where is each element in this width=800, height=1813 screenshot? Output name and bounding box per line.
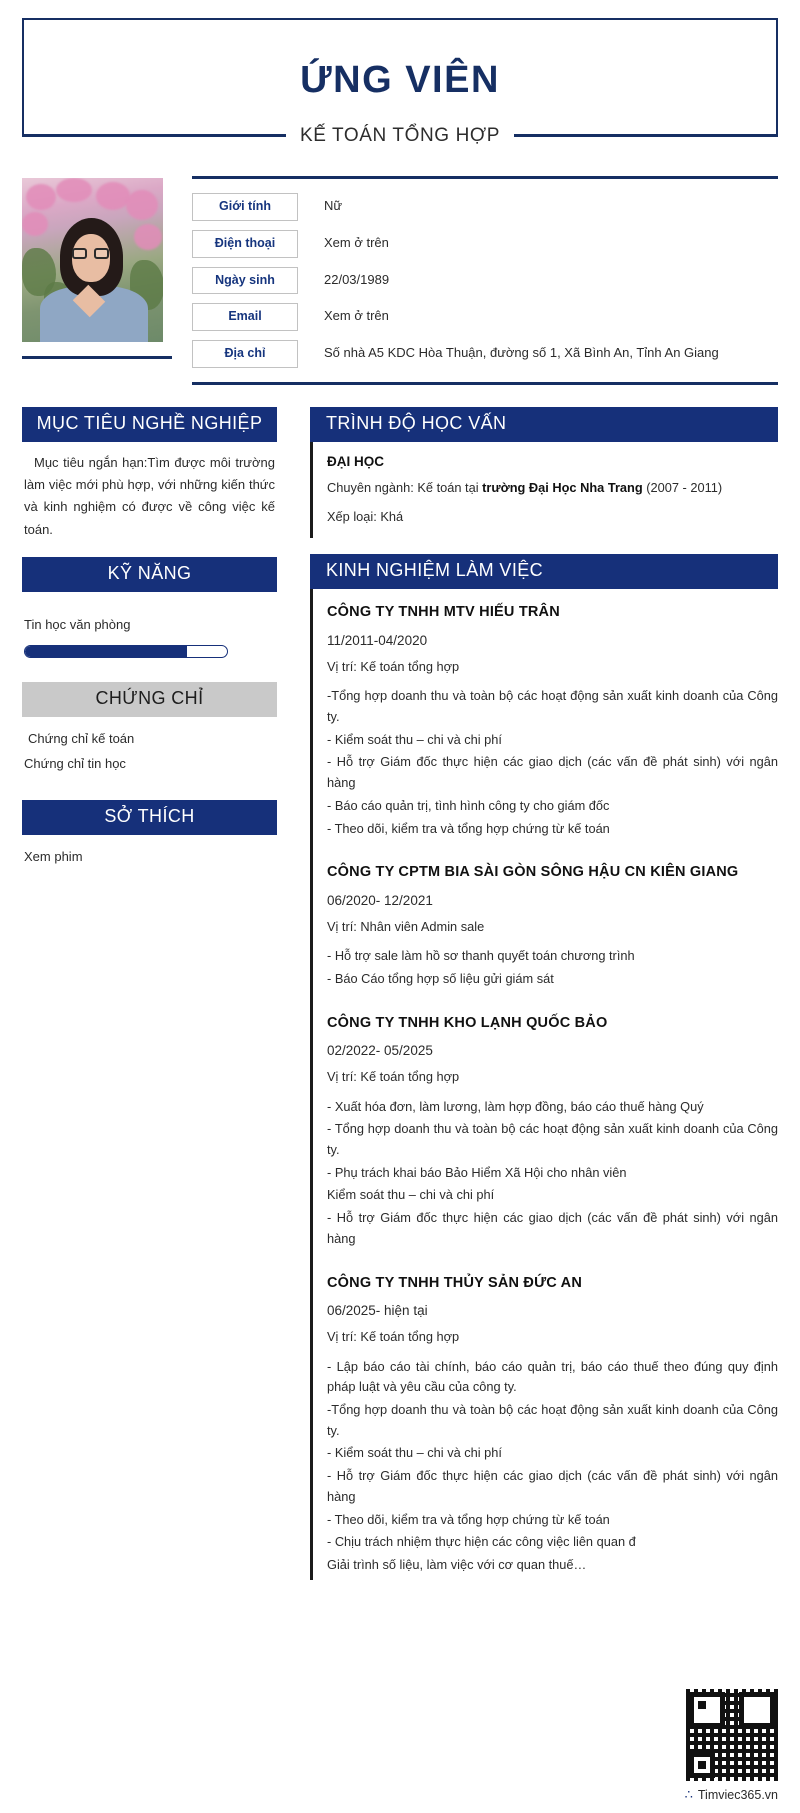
- contact-label-email: Email: [192, 303, 298, 331]
- header-rule-right: [514, 135, 778, 137]
- section-header-objective: MỤC TIÊU NGHỀ NGHIỆP: [22, 407, 277, 442]
- hobbies-list: [24, 845, 275, 870]
- section-header-hobbies: SỞ THÍCH: [22, 800, 277, 835]
- list-item: - Hỗ trợ Giám đốc thực hiện các giao dịch (các vấn đề phát sinh) với ngân hàng: [327, 754, 778, 791]
- header-rule-left: [22, 135, 286, 137]
- list-item: - Tổng hợp doanh thu và toàn bộ các hoạt động sản xuất kinh doanh của Công ty.: [327, 1121, 778, 1157]
- contact-table: [192, 176, 778, 385]
- education-school: trường Đại Học Nha Trang: [482, 479, 643, 495]
- left-column: [22, 407, 277, 870]
- list-item: Chứng chỉ kế toán: [28, 730, 135, 746]
- education-major: [327, 478, 778, 498]
- list-item: Chứng chỉ tin học: [24, 755, 126, 771]
- experience-position: Vị trí: Kế toán tổng hợp: [327, 658, 460, 674]
- experience-bullets: [327, 1357, 778, 1576]
- brand-footer: [685, 1787, 778, 1803]
- avatar: [22, 178, 163, 342]
- contact-row: [192, 267, 778, 295]
- list-item: - Hỗ trợ Giám đốc thực hiện các giao dịch (các vấn đề phát sinh) với ngân hàng: [327, 1468, 778, 1504]
- list-item: - Báo Cáo tổng hợp số liệu gửi giám sát: [327, 970, 554, 986]
- list-item: - Hỗ trợ Giám đốc thực hiện các giao dịch (các vấn đề phát sinh) với ngân hàng: [327, 1210, 778, 1246]
- experience-position: Vị trí: Kế toán tổng hợp: [327, 1069, 460, 1085]
- list-item: - Theo dõi, kiểm tra và tổng hợp chứng từ kế toán: [327, 1511, 610, 1527]
- contact-value-email: Xem ở trên: [324, 308, 389, 324]
- contact-value-phone: Xem ở trên: [324, 234, 389, 250]
- section-header-experience: KINH NGHIỆM LÀM VIỆC: [310, 554, 778, 589]
- list-item: - Báo cáo quản trị, tình hình công ty cho giám đốc: [327, 797, 610, 813]
- skills-body: [22, 592, 277, 658]
- experience-entry: [327, 1012, 778, 1250]
- education-body: [310, 442, 778, 539]
- certificates-body: [22, 717, 277, 776]
- contact-label-address: Địa chỉ: [192, 340, 298, 368]
- section-header-education: TRÌNH ĐỘ HỌC VẤN: [310, 407, 778, 442]
- list-item: Xem phim: [24, 849, 83, 865]
- skill-progress-fill: [25, 646, 187, 657]
- profile-section: [22, 176, 778, 385]
- experience-date: 06/2025- hiện tại: [327, 1303, 428, 1319]
- list-item: - Kiểm soát thu – chi và chi phí: [327, 1445, 502, 1461]
- section-header-skills: KỸ NĂNG: [22, 557, 277, 592]
- objective-body: [22, 442, 277, 541]
- experience-bullets: [327, 686, 778, 839]
- right-column: [310, 407, 778, 1580]
- education-major-prefix: Chuyên ngành: Kế toán tại: [327, 479, 483, 495]
- glasses-left-icon: [72, 248, 87, 259]
- contact-label-phone: Điện thoại: [192, 230, 298, 258]
- job-title-subtitle: KẾ TOÁN TỔNG HỢP: [286, 125, 514, 147]
- list-item: - Phụ trách khai báo Bảo Hiểm Xã Hội cho nhân viên: [327, 1164, 627, 1180]
- education-years: (2007 - 2011): [642, 479, 723, 495]
- experience-date: 06/2020- 12/2021: [327, 892, 433, 908]
- contact-row: [192, 340, 778, 368]
- objective-text: Mục tiêu ngắn hạn:Tìm được môi trường làm việc mới phù hợp, với những kiến thức và kinh nghiệm có được về công việc kế toán.: [24, 454, 275, 537]
- hobbies-body: [22, 835, 277, 870]
- contact-row: [192, 230, 778, 258]
- experience-entry: [327, 861, 778, 989]
- brand-name: Timviec365.vn: [697, 1788, 778, 1802]
- list-item: -Tổng hợp doanh thu và toàn bộ các hoạt động sản xuất kinh doanh của Công ty.: [327, 1401, 778, 1438]
- contact-label-gender: Giới tính: [192, 193, 298, 221]
- list-item: Kiểm soát thu – chi và chi phí: [327, 1187, 495, 1203]
- photo-column: [22, 176, 172, 359]
- contact-label-birthdate: Ngày sinh: [192, 267, 298, 295]
- experience-bullets: [327, 946, 778, 989]
- experience-entry: [327, 601, 778, 839]
- experience-company: CÔNG TY TNHH MTV HIẾU TRÂN: [327, 604, 560, 621]
- experience-position: Vị trí: Nhân viên Admin sale: [327, 918, 485, 934]
- education-grade: Xếp loại: Khá: [327, 509, 404, 525]
- cv-header: [22, 18, 778, 146]
- list-item: - Hỗ trợ sale làm hồ sơ thanh quyết toán chương trình: [327, 948, 635, 964]
- list-item: - Xuất hóa đơn, làm lương, làm hợp đồng, báo cáo thuế hàng Quý: [327, 1098, 704, 1114]
- certificates-list: [24, 727, 275, 776]
- list-item: - Kiểm soát thu – chi và chi phí: [327, 731, 502, 747]
- list-item: - Chịu trách nhiệm thực hiện các công việc liên quan đ: [327, 1534, 636, 1550]
- experience-company: CÔNG TY TNHH THỦY SẢN ĐỨC AN: [327, 1274, 583, 1291]
- contact-row: [192, 193, 778, 221]
- experience-date: 02/2022- 05/2025: [327, 1043, 433, 1059]
- contact-value-address: Số nhà A5 KDC Hòa Thuận, đường số 1, Xã Bình An, Tỉnh An Giang: [324, 345, 719, 360]
- contact-value-birthdate: 22/03/1989: [324, 271, 390, 287]
- list-item: -Tổng hợp doanh thu và toàn bộ các hoạt động sản xuất kinh doanh của Công ty.: [327, 688, 778, 724]
- page-title: ỨNG VIÊN: [300, 59, 500, 101]
- experience-bullets: [327, 1097, 778, 1250]
- skill-label: Tin học văn phòng: [24, 616, 131, 632]
- experience-company: CÔNG TY TNHH KHO LẠNH QUỐC BẢO: [327, 1014, 608, 1031]
- experience-company: CÔNG TY CPTM BIA SÀI GÒN SÔNG HẬU CN KIÊN GIANG: [327, 864, 739, 881]
- list-item: - Lập báo cáo tài chính, báo cáo quản trị, báo cáo thuế theo đúng quy định pháp luật và yêu cầu của công ty.: [327, 1358, 778, 1395]
- experience-date: 11/2011-04/2020: [327, 632, 428, 648]
- brand-mark-icon: ∴: [684, 1787, 693, 1802]
- list-item: Giải trình số liệu, làm việc với cơ quan thuế…: [327, 1557, 587, 1572]
- section-header-certificates: CHỨNG CHỈ: [22, 682, 277, 717]
- qr-code-icon: [686, 1689, 778, 1781]
- header-subtitle-row: [22, 118, 778, 154]
- list-item: - Theo dõi, kiểm tra và tổng hợp chứng từ kế toán: [327, 820, 610, 836]
- experience-entry: [327, 1272, 778, 1576]
- experience-body: [310, 589, 778, 1579]
- glasses-right-icon: [94, 248, 109, 259]
- footer: [685, 1689, 778, 1803]
- cv-page: [0, 18, 800, 1813]
- experience-position: Vị trí: Kế toán tổng hợp: [327, 1329, 460, 1345]
- skill-progress-bar: [24, 645, 228, 658]
- content-columns: [22, 407, 778, 1580]
- education-entry: [327, 454, 778, 528]
- education-level: ĐẠI HỌC: [327, 453, 384, 469]
- contact-value-gender: Nữ: [324, 198, 343, 213]
- contact-row: [192, 303, 778, 331]
